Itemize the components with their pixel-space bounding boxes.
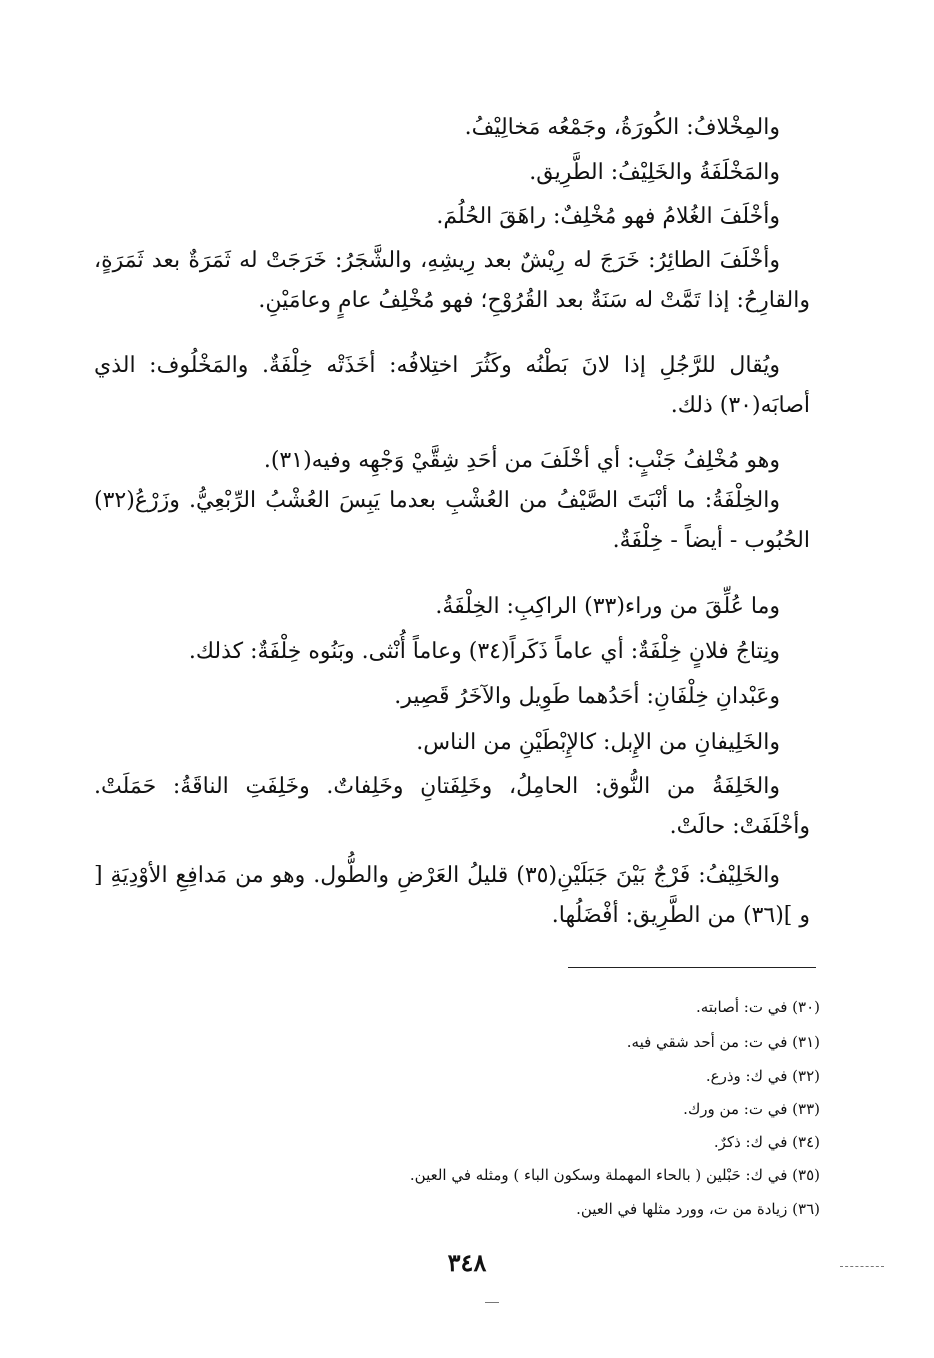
entry-mukhlif-janb: وهو مُخْلِفُ جَنْبٍ: أي أخْلَفَ من أحَدِ شِقَّيْ وَجْهِه وفيه(٣١). <box>263 448 780 473</box>
entry-khilfa-rajul: ويُقال للرَّجُلِ إذا لانَ بَطْنُه وكَثُرَ اختِلافُه: أخَذَتْه خِلْفَةٌ. والمَخْلُوف: الذي أصابَه(٣٠) ذلك. <box>94 353 810 418</box>
footnote-33: (٣٣) في ت: من ورك. <box>683 1100 820 1118</box>
entry-makhlafa: والمَخْلَفَةُ والخَلِيْفُ: الطَّرِيق. <box>529 160 780 185</box>
scan-mark <box>485 1302 499 1303</box>
entry-khalif: والخَلِيْفُ: فَرْجٌ بَيْنَ جَبَلَيْنِ(٣٥) قليلُ العَرْضِ والطُّول. وهو من مَدافِعِ الأوْدِيَةِ [ و ](٣٦) من الطَّرِيق: أفْضَلُها. <box>94 863 810 928</box>
entry-khilfa-rakib: وما عُلِّقَ من وراء(٣٣) الراكِبِ: الخِلْفَةُ. <box>435 594 780 619</box>
entry-khalifa-nuq: والخَلِفَةُ من النُّوق: الحامِلُ، وخَلِفَتانِ وخَلِفاتٌ. وخَلِفَتِ الناقَةُ: حَمَلَتْ. وأخْلَفَتْ: حالَتْ. <box>94 774 810 839</box>
page-number: ٣٤٨ <box>447 1248 487 1277</box>
entry-akhlafa-ghulam: وأخْلَفَ الغُلامُ فهو مُخْلِفٌ: راهَقَ الحُلُمَ. <box>436 204 780 229</box>
footnote-35: (٣٥) في ك: حَبْلين ( بالحاء المهملة وسكون الباء ) ومثله في العين. <box>409 1166 820 1184</box>
footnote-34: (٣٤) في ك: ذكرٌ. <box>713 1133 820 1151</box>
footnote-30: (٣٠) في ت: أصابته. <box>696 998 820 1016</box>
footnote-divider <box>568 967 816 968</box>
entry-abdan: وعَبْدانِ خِلْفَانِ: أحَدُهما طَوِيل والآخَرُ قَصِير. <box>394 684 780 709</box>
entry-khalifan: والخَلِيفانِ من الإِبل: كالإِبْطَيْنِ من الناس. <box>416 730 780 755</box>
entry-khilfa-sayf: والخِلْفَةُ: ما أنْبَتَ الصَّيْفُ من العُشْبِ بعدما يَبِسَ العُشْبُ الرِّبْعِيُّ. وزَرْعُ(٣٢) الحُبُوب - أيضاً - خِلْفَةٌ. <box>94 488 810 553</box>
entry-mikhlaf: والمِخْلافُ: الكُورَةُ، وجَمْعُه مَخالِيْفُ. <box>464 115 780 140</box>
entry-akhlafa-tair: وأخْلَفَ الطائِرُ: خَرَجَ له رِيْشٌ بعد رِيشِهِ، والشَّجَرُ: خَرَجَتْ له ثَمَرَةٌ بعد ثَمَرَةٍ، والقارِحُ: إذا تَمَّتْ له سَنَةٌ بعد القُرُوْحِ؛ فهو مُخْلِفُ عامٍ وعامَيْنِ. <box>94 248 810 313</box>
footnote-31: (٣١) في ت: من أحد شقي فيه. <box>626 1033 820 1051</box>
footnote-36: (٣٦) زيادة من ت، وورد مثلها في العين. <box>576 1200 820 1218</box>
footnote-32: (٣٢) في ك: وذرع. <box>705 1067 820 1085</box>
scan-mark <box>840 1266 884 1267</box>
entry-nitaj: ونِتاجُ فلانٍ خِلْفَةٌ: أي عاماً ذَكَراً(٣٤) وعاماً أُنْثى. وبَنُوه خِلْفَةٌ: كذلك. <box>188 639 780 664</box>
